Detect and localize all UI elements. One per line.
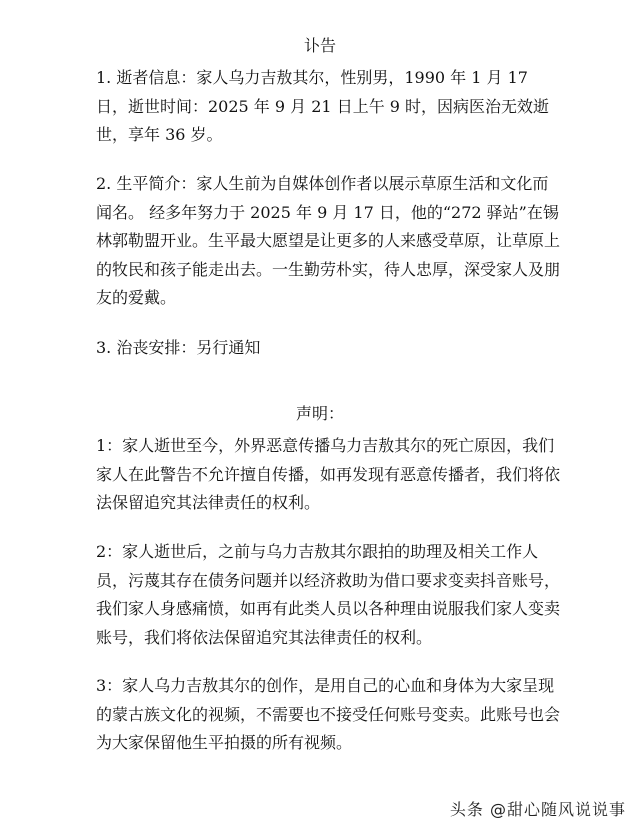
obituary-title: 讣告 (303, 36, 336, 55)
obituary-item-info: 1. 逝者信息：家人乌力吉敖其尔，性别男，1990 年 1 月 17 日，逝世时间：2025 年 9 月 21 日上午 9 时，因病医治无效逝世，享年 36 岁。 (96, 68, 550, 144)
watermark-text: 头条 @甜心随风说说事 (449, 800, 626, 819)
statement-item-2: 2：家人逝世后，之前与乌力吉敖其尔跟拍的助理及相关工作人员，污蔑其存在债务问题并以经济救助为借口要求变卖抖音账号，我们家人身感痛愤，如再有此类人员以各种理由说服我们家人变卖账号，我们将依法保留追究其法律责任的权利。 (96, 542, 561, 647)
statement-item-1: 1：家人逝世至今，外界恶意传播乌力吉敖其尔的死亡原因，我们家人在此警告不允许擅自传播，如再发现有恶意传播者，我们将依法保留追究其法律责任的权利。 (96, 436, 561, 512)
obituary-item-funeral: 3. 治丧安排：另行通知 (96, 338, 261, 357)
statement-title: 声明： (295, 404, 344, 423)
statement-item-3: 3：家人乌力吉敖其尔的创作，是用自己的心血和身体为大家呈现的蒙古族文化的视频，不需要也不接受任何账号变卖。此账号也会为大家保留他生平拍摄的所有视频。 (96, 676, 561, 752)
obituary-item-biography: 2. 生平简介：家人生前为自媒体创作者以展示草原生活和文化而闻名。 经多年努力于 2025 年 9 月 17 日，他的“272 驿站”在锡林郭勒盟开业。生平最大愿望是让更多的人来感受草原，让草原上的牧民和孩子能走出去。一生勤劳朴实，待人忠厚，深受家人及朋友的爱戴。 (96, 174, 561, 307)
source-watermark (450, 797, 626, 820)
